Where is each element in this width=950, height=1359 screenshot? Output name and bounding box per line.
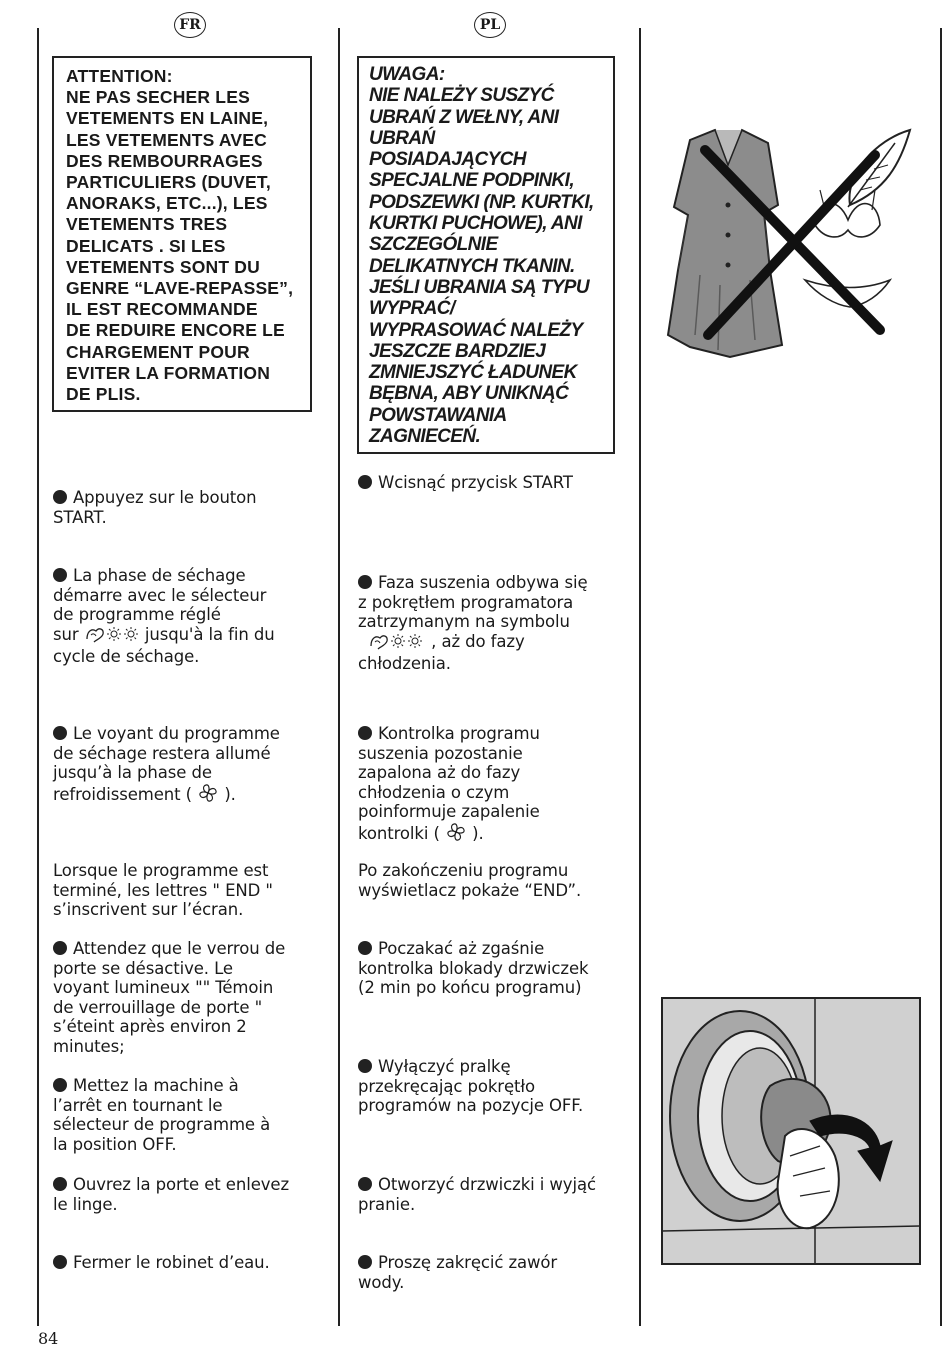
warning-line: PODSZEWKI (NP. KURTKI, — [369, 191, 594, 213]
warning-line: SZCZEGÓLNIE — [369, 234, 498, 256]
step-end-fr: Lorsque le programme est terminé, les lettres " END " s’inscrivent sur l’écran. — [53, 861, 273, 920]
warning-line: ATTENTION: — [66, 66, 173, 86]
warning-line: IL EST RECOMMANDE — [66, 299, 258, 320]
bullet-icon — [358, 1255, 372, 1269]
lang-badge-fr: FR — [174, 12, 206, 38]
warning-line: DELICATS . SI LES — [66, 235, 226, 256]
column-rule-left — [37, 28, 39, 1326]
warning-line: LES VETEMENTS AVEC — [66, 129, 267, 150]
bullet-icon — [53, 1078, 67, 1092]
bullet-icon — [53, 1255, 67, 1269]
fan-icon — [197, 783, 219, 808]
warning-line: DES REMBOURRAGES — [66, 150, 263, 171]
step-porte-fr: Ouvrez la porte et enlevez le linge. — [53, 1175, 290, 1214]
fan-icon — [445, 822, 467, 847]
warning-line: CHARGEMENT POUR — [66, 341, 250, 362]
warning-box-fr — [52, 56, 312, 412]
column-rule-right — [639, 28, 641, 1326]
warning-line: DE PLIS. — [66, 384, 141, 405]
column-rule-middle — [338, 28, 340, 1326]
warning-line: ANORAKS, ETC...), LES — [66, 193, 268, 214]
bullet-icon — [53, 490, 67, 504]
warning-line: SPECJALNE PODPINKI, — [369, 170, 575, 192]
bullet-icon — [358, 941, 372, 955]
step-phase-pl: Faza suszenia odbywa się z pokrętłem programatora zatrzymanym na symbolu , aż do fazy chłodzenia. — [358, 573, 588, 674]
bullet-icon — [53, 568, 67, 582]
warning-line: POSIADAJĄCYCH — [369, 149, 526, 171]
bullet-icon — [358, 1177, 372, 1191]
lang-badge-pl: PL — [474, 12, 506, 38]
warning-line: VETEMENTS TRES — [66, 214, 228, 235]
step-arret-fr: Mettez la machine à l’arrêt en tournant le sélecteur de programme à la position OFF. — [53, 1076, 271, 1154]
warning-line: VETEMENTS EN LAINE, — [66, 108, 269, 129]
dry-program-icon — [366, 632, 426, 655]
warning-line: EVITER LA FORMATION — [66, 362, 271, 383]
bullet-icon — [358, 1059, 372, 1073]
warning-line: NE PAS SECHER LES — [66, 87, 250, 108]
step-voyant-pl: Kontrolka programu suszenia pozostanie zapalona aż do fazy chłodzenia o czym poinformuje zapalenie kontrolki ( ). — [358, 724, 626, 847]
bullet-icon — [358, 475, 372, 489]
warning-line: JESZCZE BARDZIEJ — [369, 340, 546, 362]
warning-line: BĘBNA, ABY UNIKNĄĆ — [369, 383, 569, 405]
warning-line: ZAGNIECEŃ. — [369, 426, 481, 448]
bullet-icon — [53, 1177, 67, 1191]
open-door-illustration — [660, 996, 922, 1270]
warning-line: WYPRAĆ/ — [369, 298, 455, 320]
step-arret-pl: Wyłączyć pralkę przekręcając pokrętło programów na pozycje OFF. — [358, 1057, 584, 1116]
column-rule-edge — [940, 28, 942, 1326]
step-porte-pl: Otworzyć drzwiczki i wyjąć pranie. — [358, 1175, 596, 1214]
warning-line: PARTICULIERS (DUVET, — [66, 172, 271, 193]
warning-line: UBRAŃ — [369, 127, 435, 149]
warning-line: ZMNIEJSZYĆ ŁADUNEK — [369, 362, 577, 384]
warning-box-pl — [357, 56, 615, 454]
warning-line: VETEMENTS SONT DU — [66, 256, 260, 277]
warning-line: UBRAŃ Z WEŁNY, ANI — [369, 106, 559, 128]
bullet-icon — [53, 726, 67, 740]
bullet-icon — [358, 726, 372, 740]
dry-program-icon — [84, 625, 140, 648]
no-wool-delicates-illustration — [660, 95, 920, 369]
warning-line: JEŚLI UBRANIA SĄ TYPU — [369, 276, 590, 298]
warning-line: DELIKATNYCH TKANIN. — [369, 255, 575, 277]
bullet-icon — [53, 941, 67, 955]
step-end-pl: Po zakończeniu programu wyświetlacz pokaże “END”. — [358, 861, 582, 900]
warning-line: KURTKI PUCHOWE), ANI — [369, 213, 582, 235]
step-start-pl: Wcisnąć przycisk START — [358, 473, 626, 493]
warning-line: POWSTAWANIA — [369, 404, 507, 426]
bullet-icon — [358, 575, 372, 589]
warning-line: NIE NALEŻY SUSZYĆ — [369, 85, 554, 107]
step-robinet-fr: Fermer le robinet d’eau. — [53, 1253, 325, 1273]
warning-line: DE REDUIRE ENCORE LE — [66, 320, 285, 341]
warning-line: UWAGA: — [369, 64, 445, 85]
step-phase-fr: La phase de séchage démarre avec le sélecteur de programme réglé sur jusqu'à la fin du cycle de séchage. — [53, 566, 275, 667]
step-verrou-fr: Attendez que le verrou de porte se désactive. Le voyant lumineux "" Témoin de verrouillage de porte " s’éteint après environ 2 minutes; — [53, 939, 286, 1056]
warning-line: GENRE “LAVE-REPASSE”, — [66, 278, 294, 299]
step-robinet-pl: Proszę zakręcić zawór wody. — [358, 1253, 558, 1292]
warning-line: WYPRASOWAĆ NALEŻY — [369, 319, 583, 341]
page-number: 84 — [38, 1329, 59, 1348]
step-verrou-pl: Poczakać aż zgaśnie kontrolka blokady drzwiczek (2 min po końcu programu) — [358, 939, 589, 998]
step-voyant-fr: Le voyant du programme de séchage restera allumé jusqu’à la phase de refroidissement ( ). — [53, 724, 325, 807]
step-start-fr: Appuyez sur le bouton START. — [53, 488, 257, 527]
